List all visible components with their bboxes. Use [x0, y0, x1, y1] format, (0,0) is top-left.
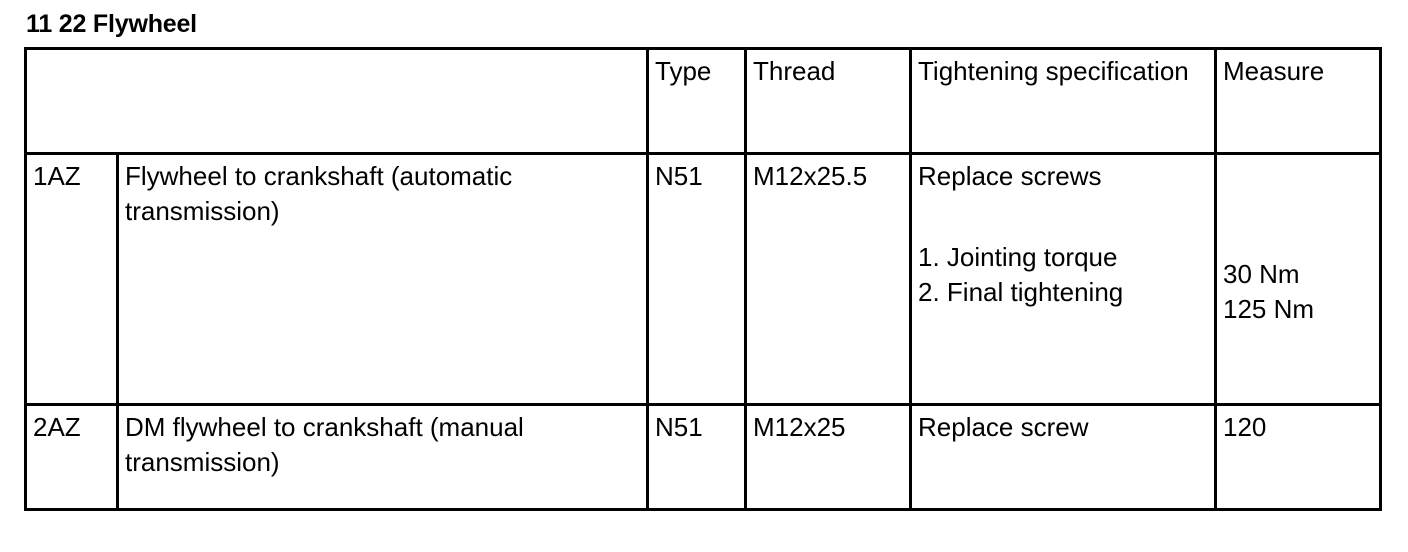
row-measure: [1216, 404, 1381, 509]
measure-value-1: 120: [1223, 411, 1267, 442]
row-tightening-specification: [911, 404, 1216, 509]
column-header-tightening-specification: Tightening specification: [911, 48, 1216, 153]
row-id: 2AZ: [26, 404, 118, 509]
spec-step-1: 1. Jointing torque: [918, 241, 1118, 272]
row-tightening-specification: [911, 153, 1216, 404]
measure-value-1: 30 Nm: [1223, 258, 1300, 289]
table-header-row: [26, 48, 1381, 153]
spec-gap: [918, 194, 1208, 240]
spec-intro: Replace screw: [918, 411, 1089, 442]
row-type: N51: [648, 404, 746, 509]
row-measure: [1216, 153, 1381, 404]
page-title: 11 22 Flywheel: [26, 10, 197, 38]
measure-spacer: [1223, 159, 1373, 257]
column-header-type: Type: [648, 48, 746, 153]
torque-specification-table: [24, 47, 1382, 511]
row-description: Flywheel to crankshaft (automatic transmission): [118, 153, 648, 404]
spec-step-2: 2. Final tightening: [918, 276, 1124, 307]
table-row: [26, 153, 1381, 404]
row-thread: M12x25.5: [746, 153, 911, 404]
spec-intro: Replace screws: [918, 160, 1102, 191]
measure-value-2: 125 Nm: [1223, 293, 1315, 324]
column-header-thread: Thread: [746, 48, 911, 153]
table-row: [26, 404, 1381, 509]
column-header-measure: Measure: [1216, 48, 1381, 153]
row-id: 1AZ: [26, 153, 118, 404]
row-thread: M12x25: [746, 404, 911, 509]
column-header-blank: [26, 48, 648, 153]
row-description: DM flywheel to crankshaft (manual transmission): [118, 404, 648, 509]
row-type: N51: [648, 153, 746, 404]
